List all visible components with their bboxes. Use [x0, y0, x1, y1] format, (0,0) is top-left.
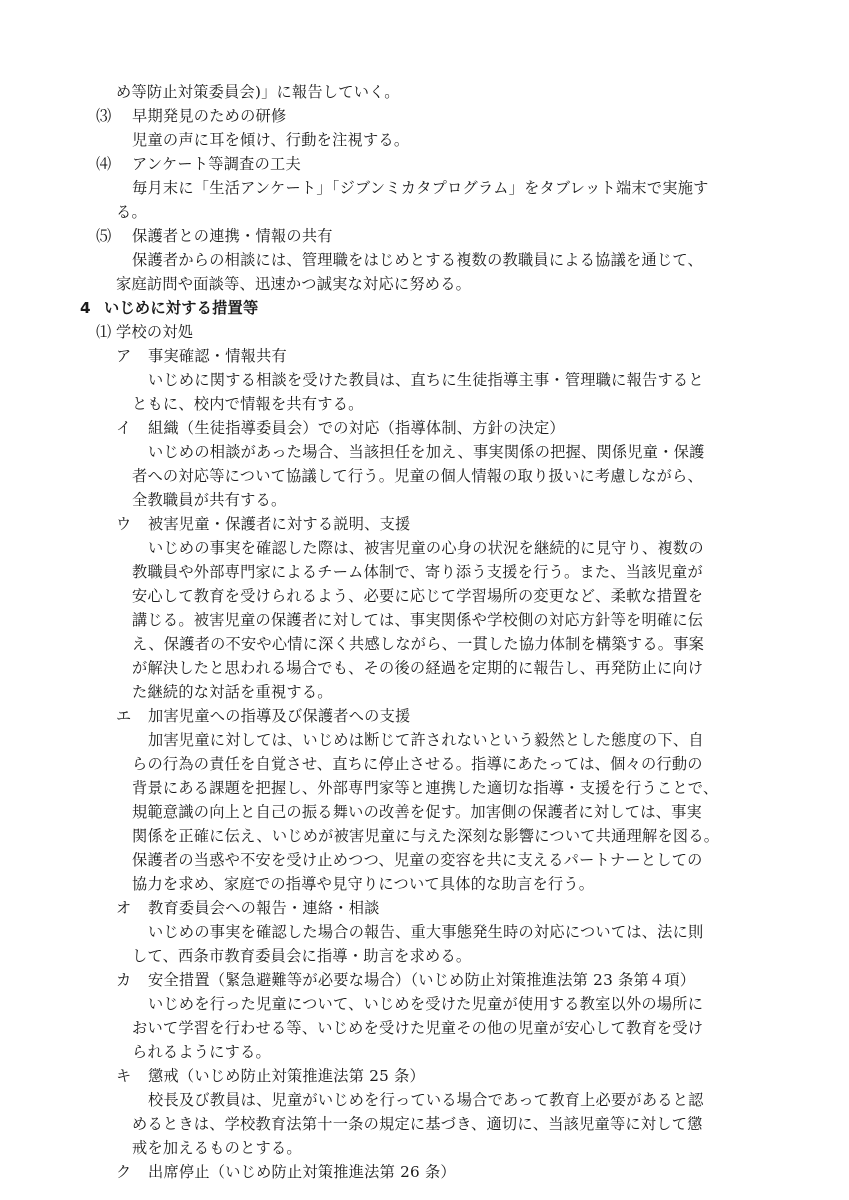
- subitem-body-line: 教職員や外部専門家によるチーム体制で、寄り添う支援を行う。また、当該児童が: [132, 563, 703, 581]
- subitem-body-line: らの行為の責任を自覚させ、直ちに停止させる。指導にあたっては、個々の行動の: [132, 755, 703, 773]
- subitem-body-line: 加害児童に対しては、いじめは断じて許されないという毅然とした態度の下、自: [148, 731, 704, 749]
- subitem-ki-heading: [116, 1064, 425, 1088]
- item-4-body-line: る。: [116, 203, 147, 221]
- subsection-1-heading: [96, 320, 193, 344]
- subitem-heading: 安全措置（緊急避難等が必要な場合）（いじめ防止対策推進法第 23 条第４項）: [148, 971, 696, 989]
- item-3-body-line: 児童の声に耳を傾け、行動を注視する。: [132, 131, 410, 149]
- subitem-ka-heading: [116, 968, 695, 992]
- subitem-marker: キ: [116, 1067, 132, 1085]
- subitem-body-line: いじめの事実を確認した場合の報告、重大事態発生時の対応については、法に則: [148, 923, 704, 941]
- subsection-title: 学校の対処: [116, 323, 194, 341]
- subitem-body-line: 講じる。被害児童の保護者に対しては、事実関係や学校側の対応方針等を明確に伝: [132, 611, 704, 629]
- subitem-body-line: 背景にある課題を把握し、外部専門家等と連携した適切な指導・支援を行うことで、: [132, 779, 719, 797]
- subitem-u-heading: [116, 512, 410, 536]
- subitem-body-line: 規範意識の向上と自己の振る舞いの改善を促す。加害側の保護者に対しては、事実: [132, 803, 702, 821]
- subitem-body-line: が解決したと思われる場合でも、その後の経過を定期的に報告し、再発防止に向け: [132, 659, 704, 677]
- item-4-heading: [96, 152, 301, 176]
- subitem-body-line: いじめに関する相談を受けた教員は、直ちに生徒指導主事・管理職に報告すると: [148, 371, 704, 389]
- item-marker: ⑷: [96, 155, 112, 173]
- subitem-body-line: 校長及び教員は、児童がいじめを行っている場合であって教育上必要があると認: [148, 1091, 704, 1109]
- subitem-heading: 教育委員会への報告・連絡・相談: [148, 899, 380, 917]
- subitem-body-line: いじめを行った児童について、いじめを受けた児童が使用する教室以外の場所に: [148, 995, 704, 1013]
- subitem-marker: カ: [116, 971, 132, 989]
- subitem-body-line: ともに、校内で情報を共有する。: [132, 395, 364, 413]
- subsection-marker: ⑴: [96, 323, 112, 341]
- subitem-a-heading: [116, 344, 287, 368]
- item-marker: ⑸: [96, 227, 112, 245]
- subitem-body-line: 全教職員が共有する。: [132, 491, 287, 509]
- subitem-marker: イ: [116, 419, 132, 437]
- subitem-e-heading: [116, 704, 410, 728]
- subitem-body-line: 者への対応等について協議して行う。児童の個人情報の取り扱いに考慮しながら、: [132, 467, 703, 485]
- subitem-heading: 組織（生徒指導委員会）での対応（指導体制、方針の決定）: [148, 419, 565, 437]
- subitem-body-line: いじめの事実を確認した際は、被害児童の心身の状況を継続的に見守り、複数の: [148, 539, 704, 557]
- item-5-body-line: 家庭訪問や面談等、迅速かつ誠実な対応に努める。: [116, 275, 472, 293]
- subitem-body-line: いじめの相談があった場合、当該担任を加え、事実関係の把握、関係児童・保護: [148, 443, 705, 461]
- intro-line: め等防止対策委員会)」に報告していく。: [116, 83, 400, 101]
- item-3-heading: [96, 104, 286, 128]
- subitem-heading: 事実確認・情報共有: [148, 347, 287, 365]
- subitem-body-line: られるようにする。: [132, 1043, 271, 1061]
- subitem-i-heading: [116, 416, 565, 440]
- subitem-body-line: た継続的な対話を重視する。: [132, 683, 333, 701]
- item-5-body-line: 保護者からの相談には、管理職をはじめとする複数の教職員による協議を通じて、: [132, 251, 703, 269]
- subitem-ku-heading: [116, 1160, 456, 1184]
- subitem-body-line: 関係を正確に伝え、いじめが被害児童に与えた深刻な影響について共通理解を図る。: [132, 827, 720, 845]
- subitem-marker: ク: [116, 1163, 132, 1181]
- item-5-heading: [96, 224, 333, 248]
- section-number: 4: [80, 299, 91, 317]
- item-4-body-line: 毎月末に「生活アンケート」「ジブンミカタプログラム」をタブレット端末で実施す: [132, 179, 709, 197]
- subitem-heading: 被害児童・保護者に対する説明、支援: [148, 515, 411, 533]
- subitem-body-line: 戒を加えるものとする。: [132, 1139, 302, 1157]
- subitem-heading: 加害児童への指導及び保護者への支援: [148, 707, 411, 725]
- item-heading: 早期発見のための研修: [132, 107, 287, 125]
- subitem-heading: 出席停止（いじめ防止対策推進法第 26 条）: [148, 1163, 456, 1181]
- subitem-marker: ア: [116, 347, 132, 365]
- item-heading: 保護者との連携・情報の共有: [132, 227, 333, 245]
- subitem-body-line: めるときは、学校教育法第十一条の規定に基づき、適切に、当該児童等に対して懲: [132, 1115, 703, 1133]
- section-4-heading: [80, 296, 258, 320]
- section-title: いじめに対する措置等: [104, 299, 259, 317]
- subitem-body-line: え、保護者の不安や心情に深く共感しながら、一貫した協力体制を構築する。事案: [132, 635, 705, 653]
- subitem-body-line: 協力を求め、家庭での指導や見守りについて具体的な助言を行う。: [132, 875, 595, 893]
- subitem-body-line: して、西条市教育委員会に指導・助言を求める。: [132, 947, 472, 965]
- subitem-body-line: 保護者の当惑や不安を受け止めつつ、児童の変容を共に支えるパートナーとしての: [132, 851, 703, 869]
- subitem-body-line: 安心して教育を受けられるよう、必要に応じて学習場所の変更など、柔軟な措置を: [132, 587, 704, 605]
- item-marker: ⑶: [96, 107, 112, 125]
- item-heading: アンケート等調査の工夫: [132, 155, 301, 173]
- subitem-marker: エ: [116, 707, 132, 725]
- subitem-marker: オ: [116, 899, 132, 917]
- subitem-heading: 懲戒（いじめ防止対策推進法第 25 条）: [148, 1067, 425, 1085]
- subitem-o-heading: [116, 896, 380, 920]
- subitem-body-line: おいて学習を行わせる等、いじめを受けた児童その他の児童が安心して教育を受け: [132, 1019, 704, 1037]
- subitem-marker: ウ: [116, 515, 132, 533]
